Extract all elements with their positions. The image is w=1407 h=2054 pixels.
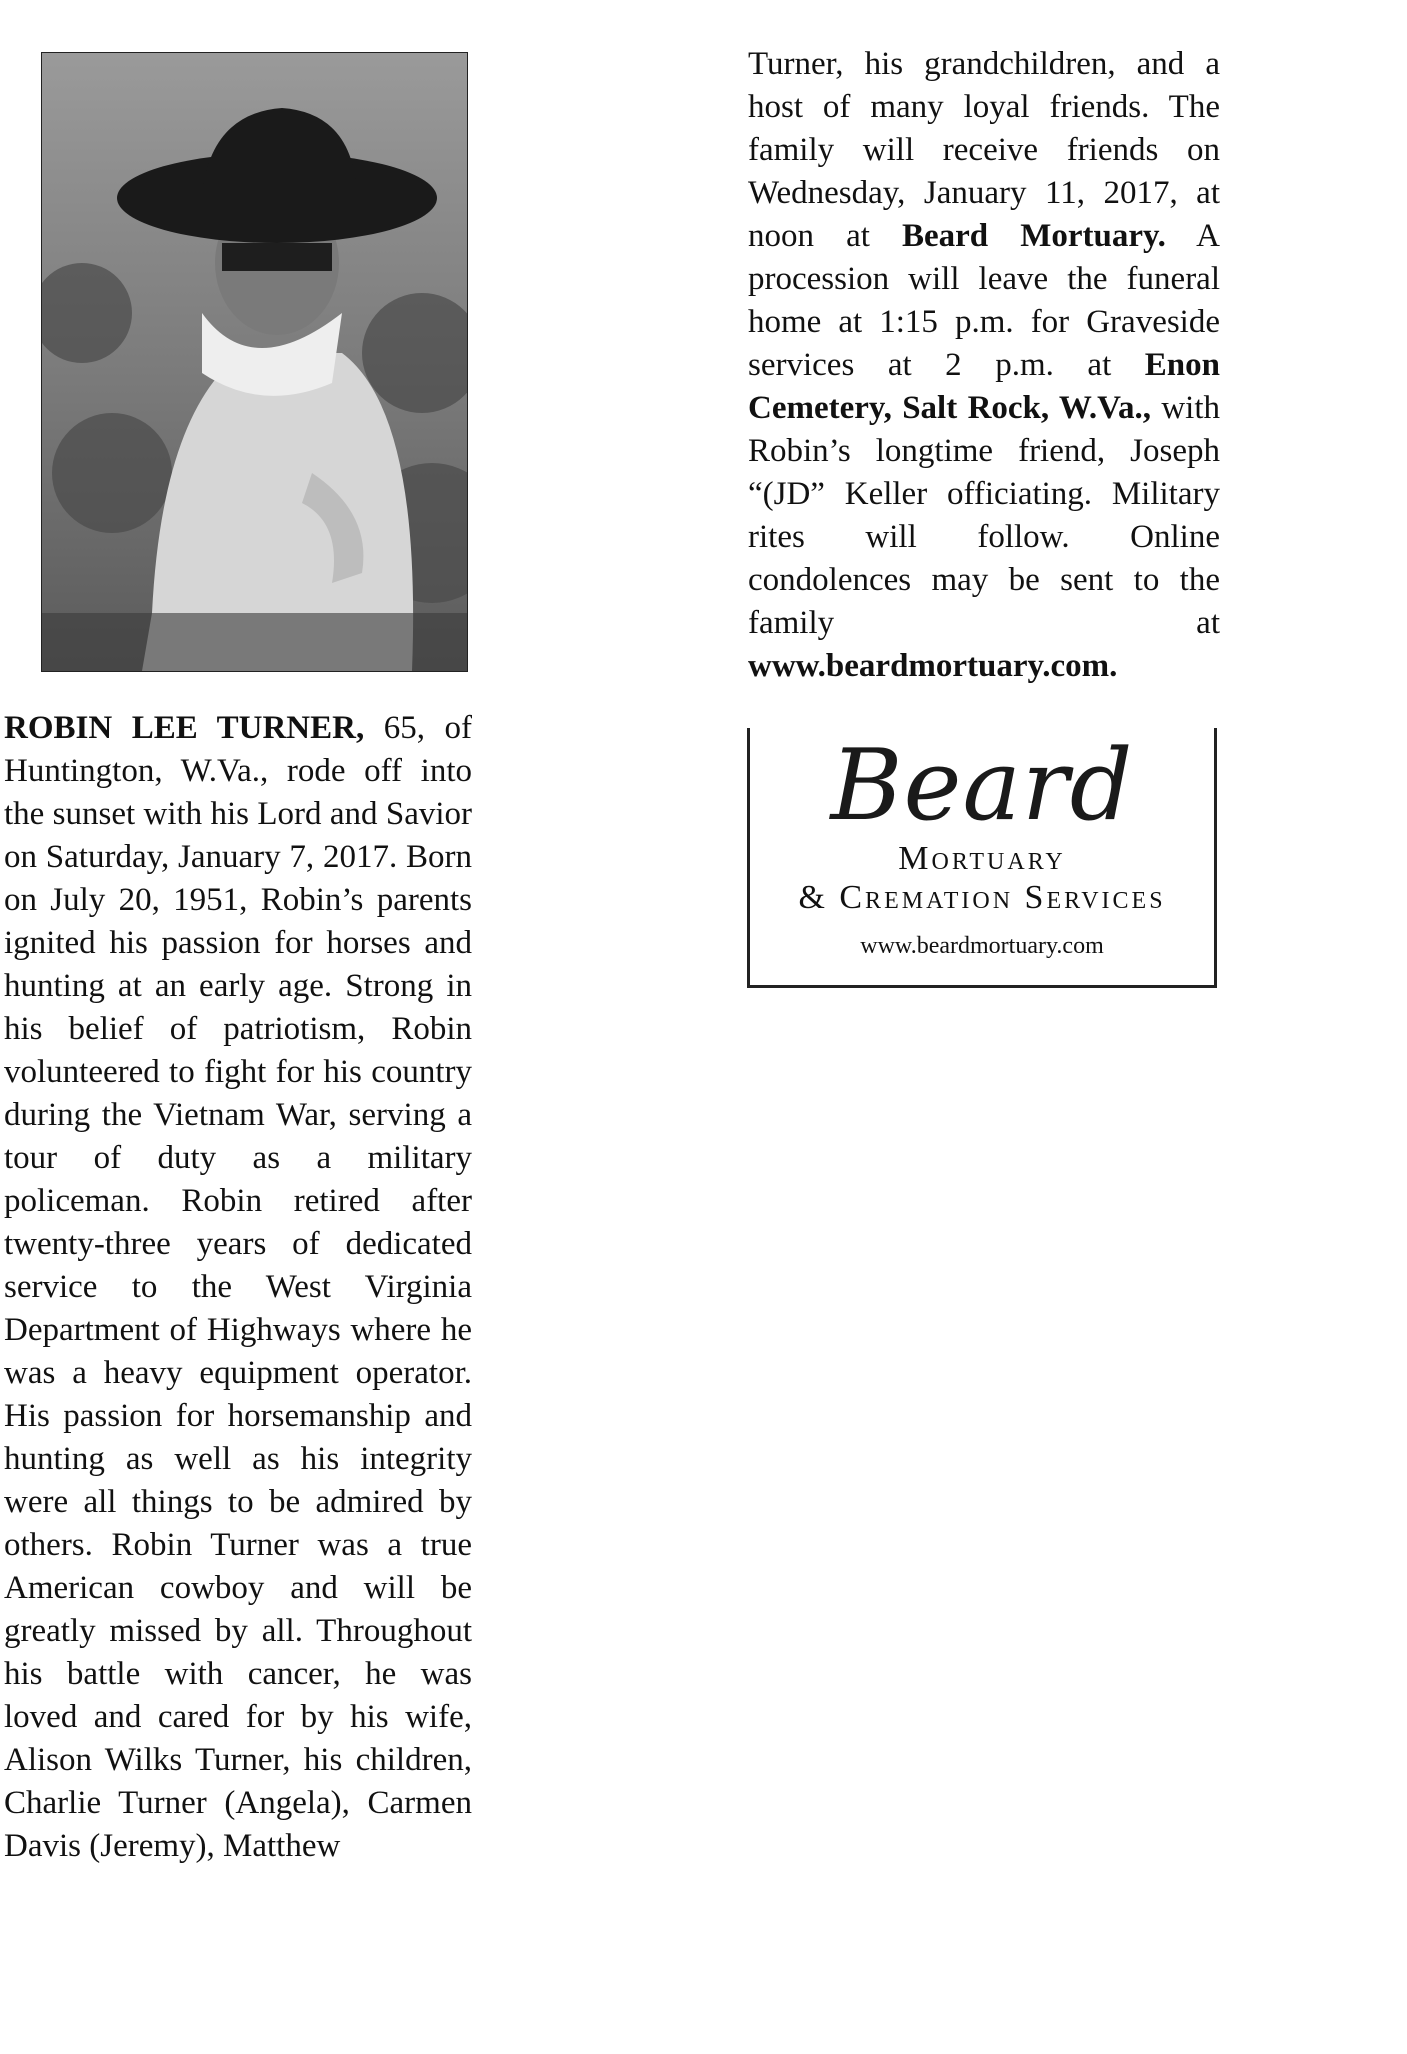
decedent-name: ROBIN LEE TURNER, (4, 710, 365, 746)
cowboy-portrait-icon (42, 53, 467, 671)
obituary-left-column (4, 707, 472, 1868)
portrait-photo (41, 52, 468, 672)
obituary-text-part-4: with Robin’s longtime friend, Joseph “(JD” Keller officiating. Military rites will follow. Online condolences may be sent to the family at (748, 390, 1220, 641)
condolence-url: www.beardmortuary.com. (748, 648, 1118, 684)
mortuary-name: Beard Mortuary. (901, 218, 1166, 254)
obituary-right-column (748, 43, 1220, 688)
ad-line-cremation: & Cremation Services (798, 879, 1166, 916)
obituary-text-part-1: 65, of Huntington, W.Va., rode off into the sunset with his Lord and Savior on Saturday, January 7, 2017. Born on July 20, 1951, Robin’s parents ignited his passion for horses and hunting at an early age. Strong in his belief of patriotism, Robin volunteered to fight for his country during the Vietnam War, serving a tour of duty as a military policeman. Robin retired after twenty-three years of dedicated service to the West Virginia Department of Highways where he was a heavy equipment operator. His passion for horsemanship and hunting as well as his integrity were all things to be admired by others. Robin Turner was a true American cowboy and will be greatly missed by all. Throughout his battle with cancer, he was loved and cared for by his wife, Alison Wilks Turner, his children, Charlie Turner (Angela), Carmen Davis (Jeremy), Matthew (4, 710, 472, 1864)
mortuary-ad (747, 728, 1217, 988)
cemetery-name: Enon Cemetery, Salt Rock, W.Va., (748, 347, 1220, 426)
ad-line-mortuary: Mortuary (898, 840, 1066, 877)
ad-url: www.beardmortuary.com (860, 933, 1104, 959)
obituary-text-part-3: A procession will leave the funeral home at 1:15 p.m. for Graveside services at 2 p.m. at (748, 218, 1221, 383)
ad-brand-logo: Beard (830, 729, 1134, 843)
obituary-text-part-2: Turner, his grandchildren, and a host of many loyal friends. The family will receive friends on Wednesday, January 11, 2017, at noon at (748, 46, 1220, 254)
